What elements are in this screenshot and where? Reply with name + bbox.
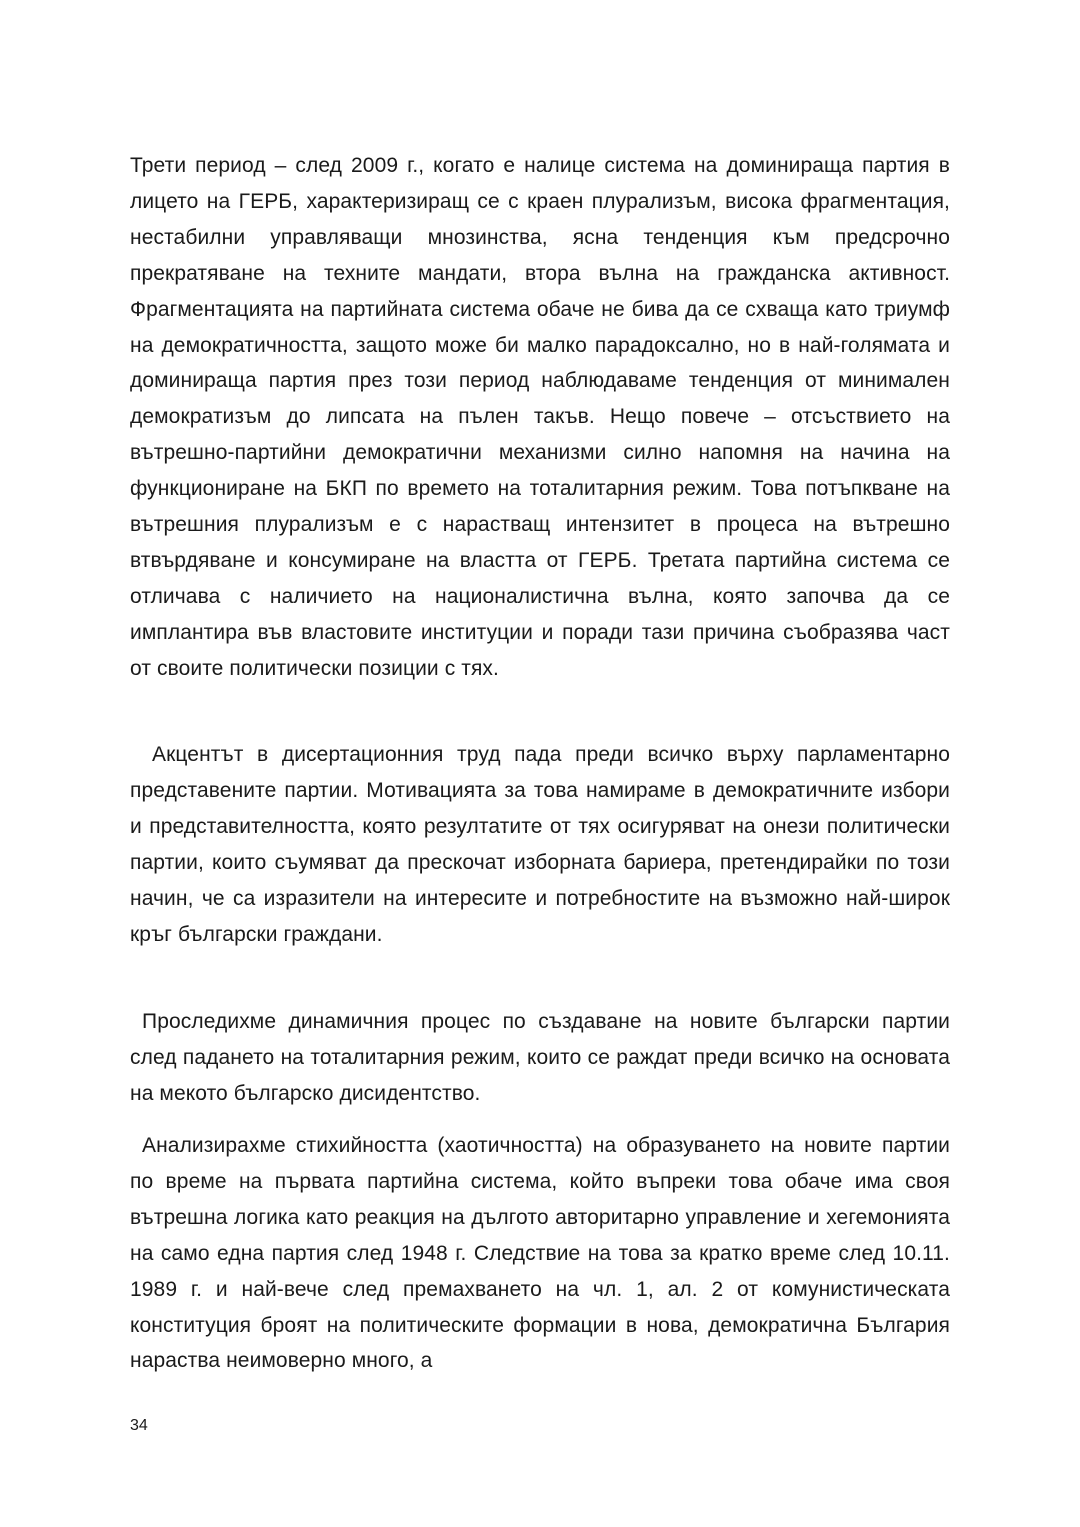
paragraph-dissertation-focus: Акцентът в дисертационния труд пада преди всичко върху парламентарно представените партии. Мотивацията за това намираме в демократичните избори и представителността, която резултатите от тях осигуряват на онези политически партии, които съумяват да прескочат изборната бариера, претендирайки по този начин, че са изразители на интересите и потребностите на възможно най-широк кръг български граждани. xyxy=(130,743,950,946)
page-number: 34 xyxy=(130,1417,148,1434)
paragraph-first-party-system-analysis: Анализирахме стихийността (хаотичността) на образуването на новите партии по време на първата партийна система, който въпреки това обаче има своя вътрешна логика като реакция на дългото авторитарно управление и хегемонията на само една партия след 1948 г. Следствие на това за кратко време след 10.11. 1989 г. и най-вече след премахването на чл. 1, ал. 2 от комунистическата конституция броят на политическите формации в нова, демократична България нараства неимоверно много, а xyxy=(130,1134,950,1373)
paragraph-new-parties-process: Проследихме динамичния процес по създаване на новите български партии след падането на тоталитарния режим, които се раждат преди всичко на основата на мекото българско дисидентство. xyxy=(130,1010,950,1105)
paragraph-third-period: Трети период – след 2009 г., когато е налице система на доминираща партия в лицето на ГЕРБ, характеризиращ се с краен плурализъм, висока фрагментация, нестабилни управляващи мнозинства, ясна тенденция към предсрочно прекратяване на техните мандати, втора вълна на гражданска активност. Фрагментацията на партийната система обаче не бива да се схваща като триумф на демократичността, защото може би малко парадоксално, но в най-голямата и доминираща партия през този период наблюдаваме тенденция от минимален демократизъм до липсата на пълен такъв. Нещо повече – отсъствието на вътрешно-партийни демократични механизми силно напомня на начина на функциониране на БКП по времето на тоталитарния режим. Това потъпкване на вътрешния плурализъм е с нарастващ интензитет в процеса на вътрешно втвърдяване и консумиране на властта от ГЕРБ. Третата партийна система се отличава с наличието на националистична вълна, която започва да се имплантира във властовите институции и поради тази причина съобразява част от своите политически позиции с тях. xyxy=(130,154,950,680)
